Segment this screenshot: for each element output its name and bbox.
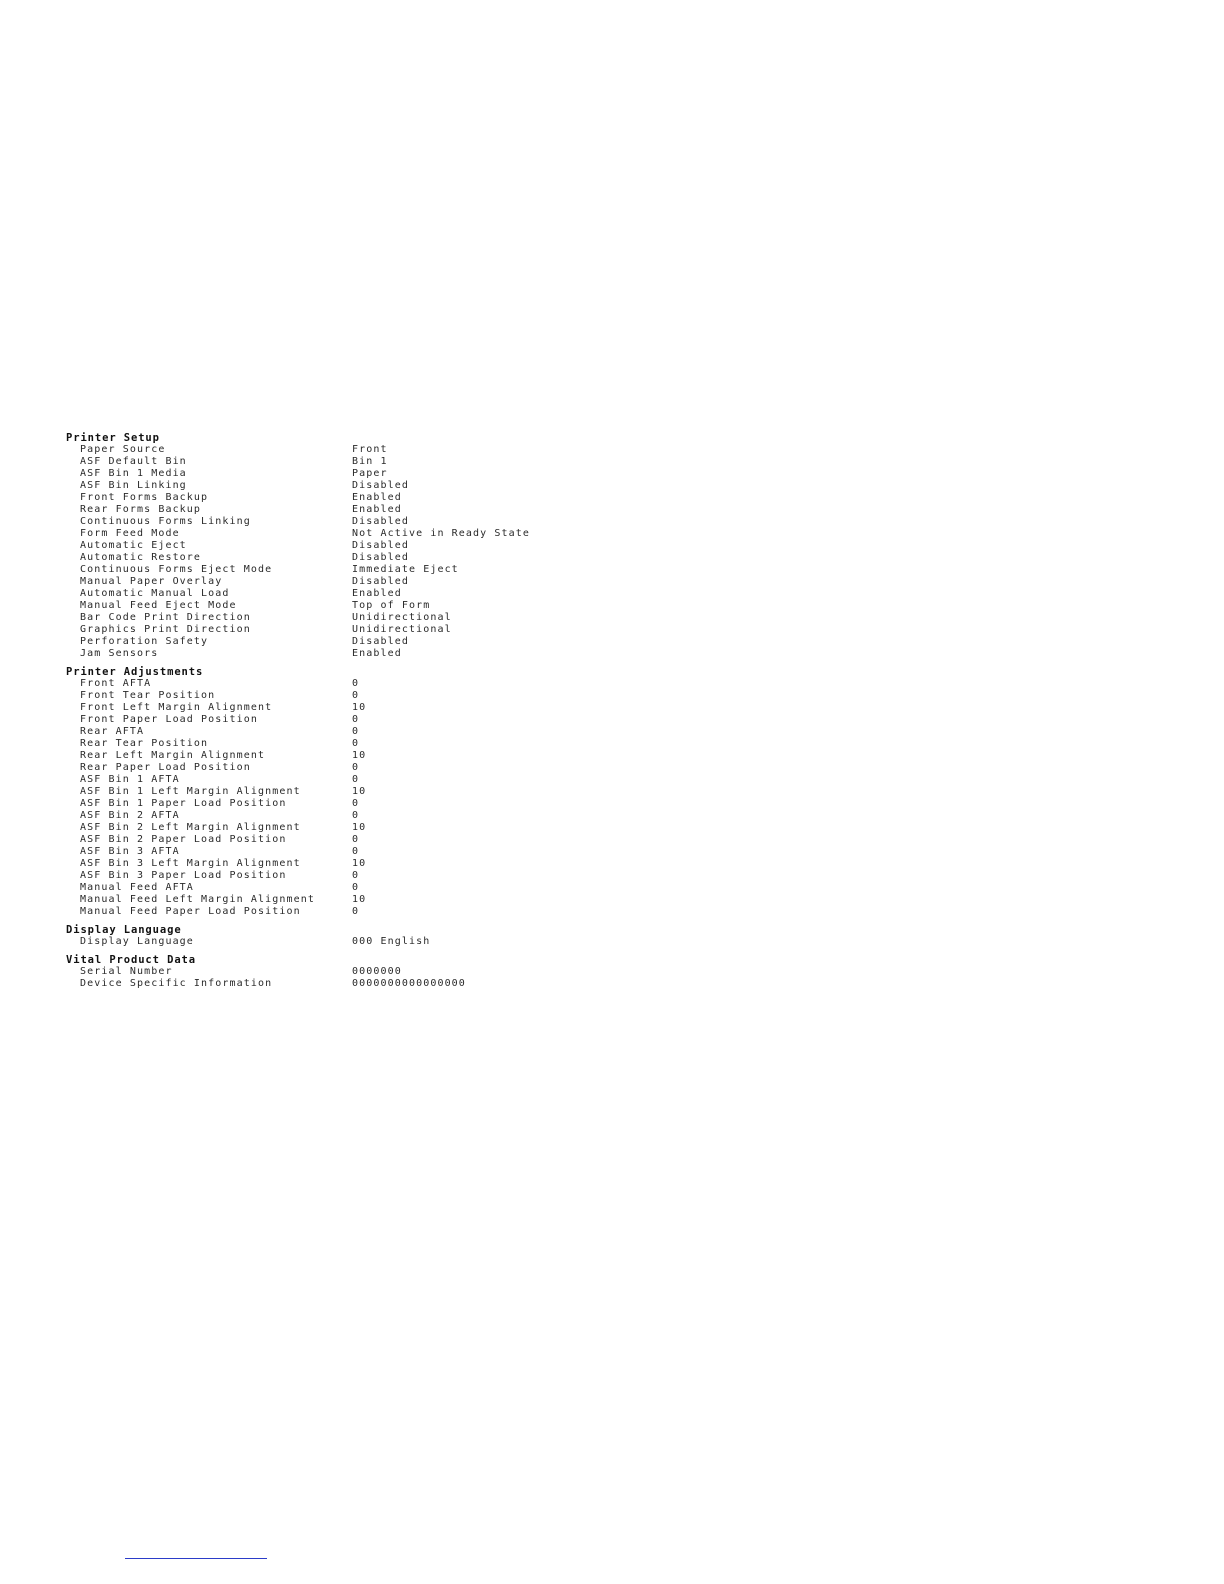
setting-row (66, 690, 626, 702)
setting-row (66, 624, 626, 636)
setting-value: 10 (352, 750, 367, 761)
setting-row (66, 738, 626, 750)
setting-label: ASF Bin 1 Paper Load Position (80, 798, 287, 809)
setting-row (66, 552, 626, 564)
setting-value: 0 (352, 870, 360, 881)
setting-value: 0000000000000000 (352, 978, 466, 989)
setting-row (66, 588, 626, 600)
section-vital-product-data (66, 954, 626, 990)
setting-row (66, 846, 626, 858)
setting-label: Manual Feed AFTA (80, 882, 194, 893)
setting-label: ASF Bin 2 AFTA (80, 810, 180, 821)
setting-label: Paper Source (80, 444, 166, 455)
setting-value: Not Active in Ready State (352, 528, 531, 539)
setting-value: 000 English (352, 936, 431, 947)
setting-label: Rear Forms Backup (80, 504, 202, 515)
setting-label: Front Left Margin Alignment (80, 702, 273, 713)
setting-row (66, 480, 626, 492)
setting-row (66, 576, 626, 588)
setting-row (66, 540, 626, 552)
setting-label: Manual Feed Paper Load Position (80, 906, 301, 917)
section-title: Vital Product Data (66, 954, 196, 966)
setting-value: 10 (352, 702, 367, 713)
setting-row (66, 564, 626, 576)
setting-value: Enabled (352, 588, 402, 599)
setting-value: 0 (352, 690, 360, 701)
setting-value: 0 (352, 774, 360, 785)
section-title: Display Language (66, 924, 182, 936)
setting-row (66, 516, 626, 528)
setting-row (66, 468, 626, 480)
setting-value: Disabled (352, 516, 409, 527)
setting-value: 0000000 (352, 966, 402, 977)
setting-label: Graphics Print Direction (80, 624, 251, 635)
section-printer-setup (66, 432, 626, 660)
setting-label: ASF Default Bin (80, 456, 187, 467)
setting-label: Manual Feed Left Margin Alignment (80, 894, 315, 905)
setting-row (66, 786, 626, 798)
setting-value: Immediate Eject (352, 564, 459, 575)
setting-value: 0 (352, 834, 360, 845)
setting-row (66, 870, 626, 882)
setting-row (66, 648, 626, 660)
setting-value: 10 (352, 822, 367, 833)
setting-label: Manual Paper Overlay (80, 576, 223, 587)
setting-row (66, 612, 626, 624)
setting-label: Bar Code Print Direction (80, 612, 251, 623)
setting-label: Jam Sensors (80, 648, 159, 659)
setting-label: Serial Number (80, 966, 173, 977)
setting-row (66, 810, 626, 822)
setting-label: ASF Bin 2 Left Margin Alignment (80, 822, 301, 833)
setting-row (66, 456, 626, 468)
setting-label: Continuous Forms Linking (80, 516, 251, 527)
setting-label: Display Language (80, 936, 194, 947)
setting-label: Continuous Forms Eject Mode (80, 564, 273, 575)
setting-value: 0 (352, 738, 360, 749)
setting-row (66, 774, 626, 786)
setting-label: Automatic Eject (80, 540, 187, 551)
setting-value: Disabled (352, 636, 409, 647)
setting-label: Rear Left Margin Alignment (80, 750, 266, 761)
setting-value: 0 (352, 726, 360, 737)
setting-value: 0 (352, 810, 360, 821)
setting-value: 0 (352, 678, 360, 689)
setting-row (66, 726, 626, 738)
setting-value: 0 (352, 798, 360, 809)
setting-value: 0 (352, 714, 360, 725)
setting-label: ASF Bin 3 AFTA (80, 846, 180, 857)
setting-value: Bin 1 (352, 456, 388, 467)
setting-value: Disabled (352, 540, 409, 551)
setting-label: ASF Bin 1 Left Margin Alignment (80, 786, 301, 797)
setting-label: Front Forms Backup (80, 492, 209, 503)
setting-label: ASF Bin 1 AFTA (80, 774, 180, 785)
setting-row (66, 762, 626, 774)
setting-label: ASF Bin Linking (80, 480, 187, 491)
setting-value: Unidirectional (352, 624, 452, 635)
setting-value: Front (352, 444, 388, 455)
setting-row (66, 504, 626, 516)
setting-value: 0 (352, 906, 360, 917)
setting-value: Disabled (352, 576, 409, 587)
setting-value: 10 (352, 894, 367, 905)
setting-value: 0 (352, 882, 360, 893)
setting-row (66, 492, 626, 504)
setting-label: Front AFTA (80, 678, 152, 689)
setting-label: Automatic Manual Load (80, 588, 230, 599)
setting-row (66, 936, 626, 948)
setting-row (66, 978, 626, 990)
setting-row (66, 528, 626, 540)
setting-label: Rear Tear Position (80, 738, 209, 749)
section-title: Printer Setup (66, 432, 160, 444)
setting-row (66, 636, 626, 648)
setting-row (66, 858, 626, 870)
setting-value: 10 (352, 858, 367, 869)
setting-value: Unidirectional (352, 612, 452, 623)
setting-row (66, 834, 626, 846)
setting-value: Top of Form (352, 600, 431, 611)
setting-value: Enabled (352, 492, 402, 503)
setting-row (66, 894, 626, 906)
setting-label: ASF Bin 3 Left Margin Alignment (80, 858, 301, 869)
setting-row (66, 966, 626, 978)
setting-row (66, 444, 626, 456)
setting-value: Disabled (352, 552, 409, 563)
setting-label: Automatic Restore (80, 552, 202, 563)
setting-row (66, 882, 626, 894)
footer-rule (125, 1558, 267, 1559)
setting-value: Enabled (352, 504, 402, 515)
section-display-language (66, 924, 626, 948)
setting-label: ASF Bin 2 Paper Load Position (80, 834, 287, 845)
setting-label: ASF Bin 3 Paper Load Position (80, 870, 287, 881)
setting-row (66, 798, 626, 810)
setting-value: 0 (352, 846, 360, 857)
setting-value: Disabled (352, 480, 409, 491)
section-title: Printer Adjustments (66, 666, 204, 678)
setting-row (66, 906, 626, 918)
setting-label: Front Paper Load Position (80, 714, 259, 725)
setting-label: Rear AFTA (80, 726, 145, 737)
setting-row (66, 750, 626, 762)
setting-label: Rear Paper Load Position (80, 762, 251, 773)
setting-row (66, 714, 626, 726)
setting-value: Paper (352, 468, 388, 479)
setting-label: Form Feed Mode (80, 528, 180, 539)
section-printer-adjustments (66, 666, 626, 918)
setting-value: 10 (352, 786, 367, 797)
setting-row (66, 822, 626, 834)
setting-label: Manual Feed Eject Mode (80, 600, 237, 611)
setting-row (66, 702, 626, 714)
settings-printout (66, 432, 626, 990)
setting-value: 0 (352, 762, 360, 773)
setting-label: ASF Bin 1 Media (80, 468, 187, 479)
setting-label: Front Tear Position (80, 690, 216, 701)
setting-label: Perforation Safety (80, 636, 209, 647)
setting-row (66, 678, 626, 690)
setting-value: Enabled (352, 648, 402, 659)
setting-label: Device Specific Information (80, 978, 273, 989)
setting-row (66, 600, 626, 612)
